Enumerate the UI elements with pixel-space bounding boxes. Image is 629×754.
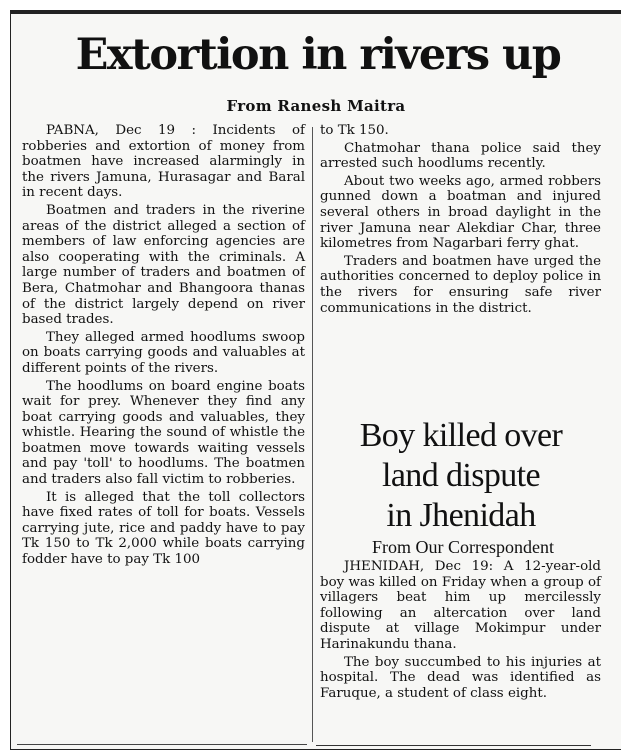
second-headline-line: in Jhenidah [386,497,536,534]
paragraph: Boatmen and traders in the riverine areas of the district alleged a section of members of law enforcing agencies are also cooperating with the criminals. A large number of traders and boatmen of Bera, Chatmohar and Bhangoora thanas of the district largely depend on river based trades. [22,202,305,328]
bottom-rule-left [17,744,307,745]
article-column-right [320,123,601,316]
newspaper-clipping [10,10,621,750]
paragraph: About two weeks ago, armed robbers gunned down a boatman and injured several others in broad daylight in the river Jamuna near Alekdiar Char, three kilometres from Nagarbari ferry ghat. [320,173,601,252]
paragraph: The boy succumbed to his injuries at hospital. The dead was identified as Faruque, a student of class eight. [320,654,601,701]
paragraph: Traders and boatmen have urged the authorities concerned to deploy police in the rivers for ensuring safe river communications in the district. [320,253,601,316]
second-byline: From Our Correspondent [372,537,554,557]
paragraph: It is alleged that the toll collectors have fixed rates of toll for boats. Vessels carrying jute, rice and paddy have to pay Tk 150 to Tk 2,000 while boats carrying fodder have to pay Tk 100 [22,489,305,568]
second-headline [316,416,606,536]
paragraph: The hoodlums on board engine boats wait for prey. Whenever they find any boat carrying goods and valuables, they whistle. Hearing the sound of whistle the boatmen move towards waiting vessels and pay 'toll' to hoodlums. The boatmen and traders also fall victim to robberies. [22,378,305,488]
byline: From Ranesh Maitra [226,97,406,115]
paragraph-continuation: to Tk 150. [320,123,389,138]
article-column-left [22,123,305,568]
paragraph: Chatmohar thana police said they arrested such hoodlums recently. [320,140,601,172]
bottom-rule-right [316,745,591,746]
paragraph: They alleged armed hoodlums swoop on boats carrying goods and valuables at different points of the rivers. [22,329,305,376]
second-article-body [320,559,601,701]
second-headline-line: land dispute [381,457,541,494]
top-rule [11,11,621,14]
paragraph: JHENIDAH, Dec 19: A 12-year-old boy was killed on Friday when a group of villagers beat him up mercilessly following an altercation over land dispute at village Mokimpur under Harinakundu thana. [320,559,601,652]
column-divider [312,127,313,742]
paragraph: PABNA, Dec 19 : Incidents of robberies and extortion of money from boatmen have increased alarmingly in the rivers Jamuna, Hurasagar and Baral in recent days. [22,123,305,201]
second-headline-line: Boy killed over [359,417,563,454]
headline: Extortion in rivers up [75,30,561,80]
